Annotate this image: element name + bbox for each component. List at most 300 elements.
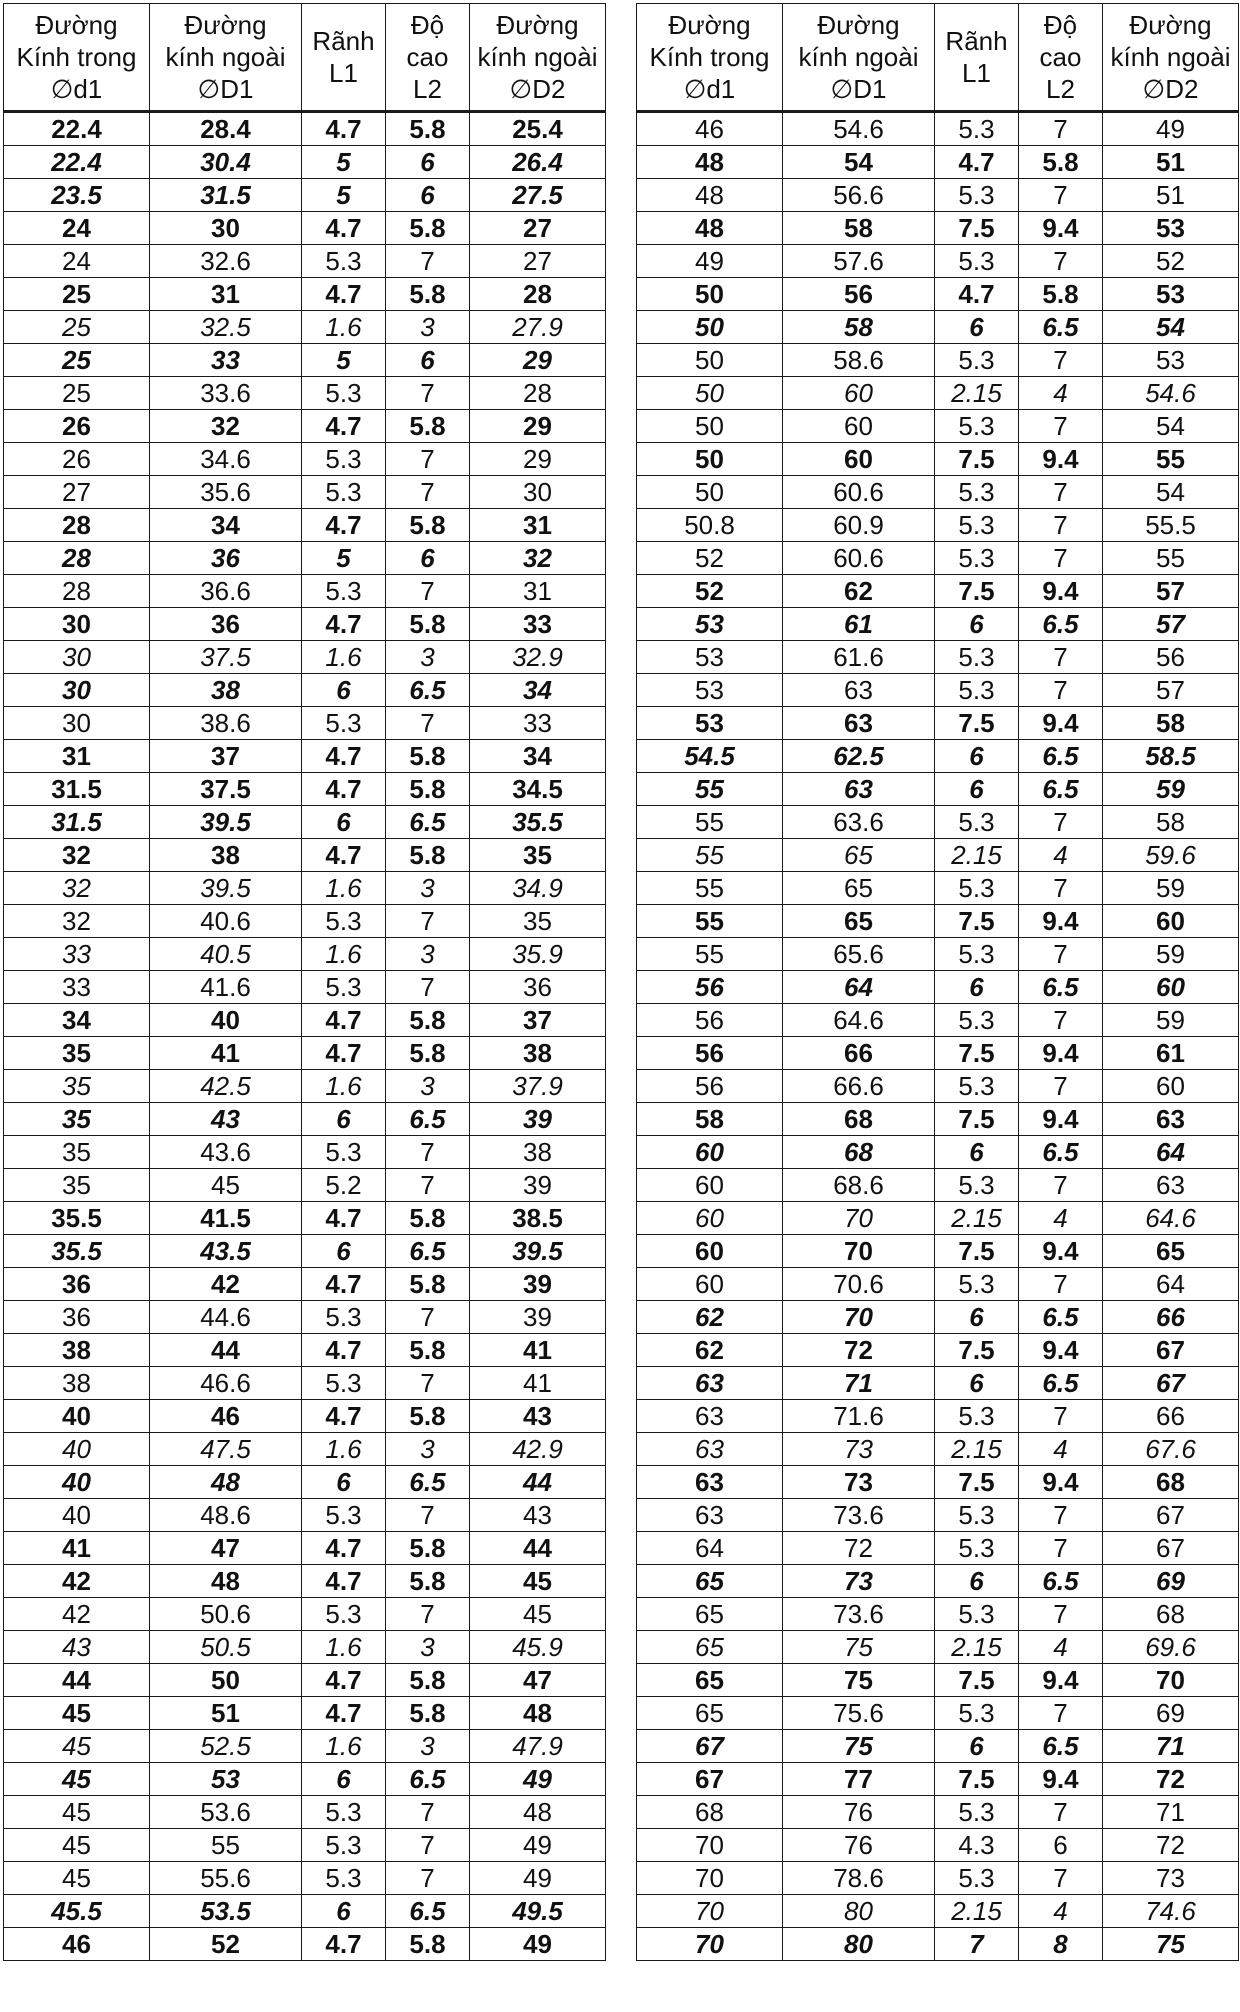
table-cell: 53 <box>1103 344 1239 377</box>
table-cell: 28 <box>4 575 150 608</box>
table-cell: 7 <box>1019 1400 1103 1433</box>
table-row <box>637 1400 1239 1433</box>
column-header-line: ∅D2 <box>509 74 566 104</box>
table-cell: 58 <box>1103 806 1239 839</box>
table-cell: 5.3 <box>302 1367 386 1400</box>
table-cell: 67 <box>1103 1532 1239 1565</box>
table-cell: 35 <box>4 1103 150 1136</box>
table-cell: 7 <box>1019 245 1103 278</box>
table-cell: 4.7 <box>935 278 1019 311</box>
table-cell: 6 <box>302 1103 386 1136</box>
table-cell: 5.3 <box>935 938 1019 971</box>
table-cell: 38.5 <box>470 1202 606 1235</box>
table-cell: 5.3 <box>302 1136 386 1169</box>
table-cell: 1.6 <box>302 641 386 674</box>
table-row <box>637 1466 1239 1499</box>
column-header-line: cao <box>406 42 449 72</box>
table-cell: 67 <box>1103 1367 1239 1400</box>
header-row <box>4 4 606 112</box>
column-header-line: kính ngoài <box>477 42 598 72</box>
table-row <box>637 575 1239 608</box>
table-cell: 42 <box>150 1268 302 1301</box>
table-cell: 7 <box>386 1367 470 1400</box>
table-cell: 2.15 <box>935 1895 1019 1928</box>
table-cell: 7 <box>935 1928 1019 1961</box>
table-cell: 38 <box>470 1037 606 1070</box>
table-cell: 5.3 <box>935 674 1019 707</box>
table-cell: 44 <box>470 1466 606 1499</box>
table-cell: 32 <box>4 872 150 905</box>
table-cell: 5.8 <box>386 509 470 542</box>
table-cell: 45.9 <box>470 1631 606 1664</box>
table-cell: 32.5 <box>150 311 302 344</box>
table-cell: 7 <box>1019 938 1103 971</box>
table-cell: 43.6 <box>150 1136 302 1169</box>
table-cell: 70 <box>1103 1664 1239 1697</box>
table-cell: 67 <box>1103 1499 1239 1532</box>
table-row <box>4 179 606 212</box>
table-cell: 32.6 <box>150 245 302 278</box>
table-cell: 4.7 <box>302 1664 386 1697</box>
table-cell: 7 <box>386 377 470 410</box>
column-header-line: ∅D1 <box>197 74 254 104</box>
table-cell: 5.3 <box>302 1499 386 1532</box>
table-row <box>4 245 606 278</box>
table-cell: 5.8 <box>386 212 470 245</box>
table-cell: 47.5 <box>150 1433 302 1466</box>
table-cell: 66 <box>1103 1400 1239 1433</box>
table-cell: 71 <box>783 1367 935 1400</box>
table-cell: 6.5 <box>386 1763 470 1796</box>
column-header-line: Đường <box>184 10 267 40</box>
table-cell: 73.6 <box>783 1499 935 1532</box>
table-cell: 35 <box>4 1037 150 1070</box>
table-cell: 26 <box>4 443 150 476</box>
table-cell: 6 <box>386 344 470 377</box>
table-cell: 60 <box>1103 905 1239 938</box>
table-cell: 45 <box>4 1829 150 1862</box>
table-row <box>637 1004 1239 1037</box>
table-cell: 67.6 <box>1103 1433 1239 1466</box>
table-cell: 4.7 <box>302 278 386 311</box>
table-cell: 52 <box>637 542 783 575</box>
table-cell: 63 <box>1103 1103 1239 1136</box>
table-cell: 24 <box>4 245 150 278</box>
table-cell: 41.5 <box>150 1202 302 1235</box>
table-cell: 7 <box>1019 806 1103 839</box>
table-cell: 50 <box>637 278 783 311</box>
table-cell: 5.3 <box>302 1598 386 1631</box>
table-cell: 2.15 <box>935 377 1019 410</box>
column-header-line: Đường <box>668 10 751 40</box>
table-cell: 25 <box>4 278 150 311</box>
table-cell: 3 <box>386 641 470 674</box>
table-cell: 48.6 <box>150 1499 302 1532</box>
table-row <box>4 476 606 509</box>
table-cell: 56 <box>637 1070 783 1103</box>
table-row <box>637 1103 1239 1136</box>
column-header-line: ∅d1 <box>50 74 103 104</box>
table-cell: 70 <box>637 1862 783 1895</box>
table-cell: 45 <box>150 1169 302 1202</box>
table-cell: 37.5 <box>150 773 302 806</box>
table-row <box>637 377 1239 410</box>
table-cell: 70 <box>637 1895 783 1928</box>
table-cell: 48 <box>470 1796 606 1829</box>
table-cell: 7 <box>1019 509 1103 542</box>
table-row <box>4 344 606 377</box>
table-cell: 7.5 <box>935 707 1019 740</box>
table-cell: 64 <box>783 971 935 1004</box>
table-cell: 55 <box>637 773 783 806</box>
table-row <box>4 1862 606 1895</box>
column-header-line: cao <box>1039 42 1082 72</box>
table-cell: 60 <box>637 1136 783 1169</box>
table-cell: 56 <box>637 1004 783 1037</box>
table-cell: 6 <box>302 1763 386 1796</box>
table-cell: 7.5 <box>935 1664 1019 1697</box>
table-cell: 3 <box>386 938 470 971</box>
table-cell: 63 <box>1103 1169 1239 1202</box>
table-cell: 40 <box>4 1466 150 1499</box>
table-cell: 5.8 <box>386 1532 470 1565</box>
table-cell: 5.3 <box>935 410 1019 443</box>
table-cell: 6 <box>302 674 386 707</box>
table-cell: 60 <box>637 1202 783 1235</box>
table-cell: 45 <box>4 1730 150 1763</box>
table-cell: 65 <box>783 905 935 938</box>
table-cell: 63 <box>783 674 935 707</box>
column-header-line: Đường <box>35 10 118 40</box>
table-cell: 8 <box>1019 1928 1103 1961</box>
table-row <box>4 674 606 707</box>
table-cell: 66 <box>783 1037 935 1070</box>
column-header <box>150 4 302 112</box>
table-cell: 48 <box>637 212 783 245</box>
table-cell: 6.5 <box>1019 608 1103 641</box>
table-cell: 7 <box>1019 1004 1103 1037</box>
table-cell: 6 <box>302 1466 386 1499</box>
table-cell: 6.5 <box>1019 1565 1103 1598</box>
table-cell: 5.3 <box>935 509 1019 542</box>
table-row <box>637 1499 1239 1532</box>
table-cell: 73 <box>783 1565 935 1598</box>
table-cell: 46.6 <box>150 1367 302 1400</box>
table-cell: 5.3 <box>302 905 386 938</box>
table-cell: 53 <box>637 608 783 641</box>
column-header <box>4 4 150 112</box>
table-cell: 7 <box>386 245 470 278</box>
table-cell: 40 <box>4 1400 150 1433</box>
table-cell: 6 <box>935 740 1019 773</box>
table-row <box>637 1070 1239 1103</box>
table-cell: 52 <box>1103 245 1239 278</box>
table-cell: 67 <box>637 1763 783 1796</box>
table-row <box>637 278 1239 311</box>
table-cell: 63 <box>637 1433 783 1466</box>
table-cell: 5.8 <box>386 1037 470 1070</box>
table-row <box>637 542 1239 575</box>
column-header <box>935 4 1019 112</box>
table-cell: 46 <box>637 112 783 146</box>
table-cell: 55 <box>637 905 783 938</box>
table-cell: 43 <box>150 1103 302 1136</box>
table-cell: 4.7 <box>302 112 386 146</box>
table-cell: 78.6 <box>783 1862 935 1895</box>
table-cell: 4 <box>1019 1433 1103 1466</box>
table-cell: 9.4 <box>1019 1037 1103 1070</box>
table-cell: 7 <box>1019 112 1103 146</box>
table-cell: 35.5 <box>4 1202 150 1235</box>
table-row <box>637 1367 1239 1400</box>
table-cell: 63 <box>783 773 935 806</box>
table-cell: 58 <box>783 212 935 245</box>
table-cell: 5.3 <box>302 1829 386 1862</box>
table-row <box>4 212 606 245</box>
column-header <box>637 4 783 112</box>
table-cell: 7.5 <box>935 575 1019 608</box>
table-cell: 3 <box>386 311 470 344</box>
table-cell: 69.6 <box>1103 1631 1239 1664</box>
table-cell: 48 <box>637 179 783 212</box>
table-cell: 2.15 <box>935 1202 1019 1235</box>
table-cell: 7 <box>1019 1268 1103 1301</box>
table-row <box>637 112 1239 146</box>
table-cell: 68.6 <box>783 1169 935 1202</box>
column-header-line: Kính trong <box>649 42 770 72</box>
table-row <box>4 641 606 674</box>
column-header-line: Rãnh <box>312 26 375 56</box>
table-cell: 5.3 <box>935 542 1019 575</box>
column-header-line: Độ <box>410 10 445 40</box>
table-cell: 34.9 <box>470 872 606 905</box>
table-cell: 5 <box>302 344 386 377</box>
table-cell: 5.3 <box>302 707 386 740</box>
table-cell: 55.5 <box>1103 509 1239 542</box>
column-header <box>470 4 606 112</box>
table-cell: 63 <box>637 1400 783 1433</box>
table-cell: 39.5 <box>150 806 302 839</box>
table-cell: 55 <box>150 1829 302 1862</box>
table-cell: 61.6 <box>783 641 935 674</box>
table-row <box>637 1829 1239 1862</box>
table-cell: 71 <box>1103 1730 1239 1763</box>
table-cell: 45 <box>470 1598 606 1631</box>
table-cell: 29 <box>470 410 606 443</box>
table-row <box>4 1169 606 1202</box>
table-cell: 53 <box>637 641 783 674</box>
table-cell: 6.5 <box>386 1895 470 1928</box>
table-cell: 1.6 <box>302 872 386 905</box>
table-cell: 58.5 <box>1103 740 1239 773</box>
table-cell: 54.6 <box>1103 377 1239 410</box>
column-header <box>783 4 935 112</box>
table-cell: 6 <box>302 1895 386 1928</box>
table-cell: 5.3 <box>302 377 386 410</box>
table-cell: 60 <box>637 1169 783 1202</box>
table-cell: 60.6 <box>783 476 935 509</box>
table-cell: 34 <box>470 674 606 707</box>
table-cell: 31 <box>470 509 606 542</box>
table-cell: 27.5 <box>470 179 606 212</box>
table-row <box>637 773 1239 806</box>
table-cell: 6 <box>935 1730 1019 1763</box>
table-cell: 27 <box>470 212 606 245</box>
table-cell: 63 <box>637 1466 783 1499</box>
table-row <box>637 707 1239 740</box>
column-header-line: kính ngoài <box>798 42 919 72</box>
table-row <box>637 839 1239 872</box>
table-row <box>637 1697 1239 1730</box>
table-row <box>4 1433 606 1466</box>
table-cell: 1.6 <box>302 1070 386 1103</box>
table-cell: 32.9 <box>470 641 606 674</box>
table-cell: 7 <box>386 443 470 476</box>
table-row <box>637 674 1239 707</box>
table-row <box>637 1598 1239 1631</box>
table-cell: 4 <box>1019 377 1103 410</box>
table-cell: 5 <box>302 542 386 575</box>
table-cell: 5.3 <box>935 1169 1019 1202</box>
dimension-table-left <box>3 3 606 1961</box>
table-cell: 6 <box>302 806 386 839</box>
table-cell: 6 <box>935 971 1019 1004</box>
table-cell: 41.6 <box>150 971 302 1004</box>
column-header <box>1103 4 1239 112</box>
table-cell: 33 <box>470 707 606 740</box>
table-cell: 68 <box>783 1136 935 1169</box>
table-cell: 58 <box>1103 707 1239 740</box>
table-cell: 9.4 <box>1019 1334 1103 1367</box>
table-row <box>4 1202 606 1235</box>
table-cell: 7 <box>386 1796 470 1829</box>
table-cell: 5.8 <box>386 1928 470 1961</box>
table-cell: 5.8 <box>386 608 470 641</box>
table-cell: 47.9 <box>470 1730 606 1763</box>
table-cell: 7.5 <box>935 1037 1019 1070</box>
table-cell: 73 <box>783 1433 935 1466</box>
table-cell: 9.4 <box>1019 707 1103 740</box>
table-cell: 75 <box>783 1664 935 1697</box>
table-cell: 57.6 <box>783 245 935 278</box>
table-cell: 7 <box>1019 1532 1103 1565</box>
column-header-line: Rãnh <box>945 26 1008 56</box>
table-cell: 4 <box>1019 1631 1103 1664</box>
table-cell: 7 <box>386 1862 470 1895</box>
table-cell: 34 <box>470 740 606 773</box>
table-cell: 76 <box>783 1796 935 1829</box>
table-cell: 73 <box>1103 1862 1239 1895</box>
table-cell: 34.5 <box>470 773 606 806</box>
table-cell: 5.3 <box>935 1400 1019 1433</box>
table-cell: 65 <box>637 1598 783 1631</box>
column-header-line: Kính trong <box>16 42 137 72</box>
table-row <box>637 1862 1239 1895</box>
table-cell: 7 <box>1019 1499 1103 1532</box>
table-cell: 5.3 <box>935 1268 1019 1301</box>
table-cell: 36 <box>4 1301 150 1334</box>
table-row <box>4 1070 606 1103</box>
table-cell: 50.8 <box>637 509 783 542</box>
table-row <box>4 1796 606 1829</box>
table-cell: 6 <box>386 146 470 179</box>
table-cell: 25 <box>4 311 150 344</box>
table-cell: 70 <box>783 1301 935 1334</box>
table-cell: 5.3 <box>302 1862 386 1895</box>
table-cell: 9.4 <box>1019 1763 1103 1796</box>
column-header-line: kính ngoài <box>165 42 286 72</box>
table-cell: 45 <box>4 1862 150 1895</box>
column-header-line: ∅d1 <box>683 74 736 104</box>
table-row <box>4 146 606 179</box>
table-cell: 64 <box>637 1532 783 1565</box>
table-cell: 60.9 <box>783 509 935 542</box>
table-cell: 68 <box>1103 1598 1239 1631</box>
table-cell: 31 <box>4 740 150 773</box>
table-cell: 54 <box>1103 410 1239 443</box>
table-cell: 4.7 <box>302 773 386 806</box>
table-cell: 5.3 <box>935 806 1019 839</box>
table-cell: 50 <box>150 1664 302 1697</box>
column-header-line: L2 <box>1046 74 1075 104</box>
table-row <box>4 839 606 872</box>
table-cell: 49 <box>470 1928 606 1961</box>
table-cell: 29 <box>470 443 606 476</box>
table-cell: 38 <box>150 839 302 872</box>
table-cell: 38 <box>470 1136 606 1169</box>
table-cell: 52 <box>637 575 783 608</box>
table-cell: 1.6 <box>302 938 386 971</box>
table-cell: 64.6 <box>783 1004 935 1037</box>
table-cell: 42 <box>4 1565 150 1598</box>
table-cell: 62 <box>783 575 935 608</box>
table-cell: 9.4 <box>1019 443 1103 476</box>
table-cell: 7 <box>1019 872 1103 905</box>
table-cell: 5.3 <box>302 1796 386 1829</box>
table-cell: 6 <box>386 542 470 575</box>
table-cell: 7 <box>386 1301 470 1334</box>
table-cell: 35.5 <box>4 1235 150 1268</box>
table-row <box>637 476 1239 509</box>
table-cell: 62 <box>637 1334 783 1367</box>
table-row <box>637 1895 1239 1928</box>
table-cell: 69 <box>1103 1565 1239 1598</box>
table-cell: 54.6 <box>783 112 935 146</box>
table-cell: 4.7 <box>302 212 386 245</box>
table-cell: 45 <box>4 1763 150 1796</box>
table-cell: 32 <box>470 542 606 575</box>
table-cell: 47 <box>150 1532 302 1565</box>
table-cell: 7.5 <box>935 443 1019 476</box>
table-cell: 67 <box>637 1730 783 1763</box>
table-cell: 58 <box>783 311 935 344</box>
table-cell: 9.4 <box>1019 905 1103 938</box>
table-cell: 40 <box>150 1004 302 1037</box>
table-row <box>4 1037 606 1070</box>
table-cell: 80 <box>783 1895 935 1928</box>
table-cell: 5.3 <box>302 443 386 476</box>
table-cell: 30 <box>4 674 150 707</box>
table-cell: 56 <box>783 278 935 311</box>
dimension-table-right <box>636 3 1239 1961</box>
table-cell: 43.5 <box>150 1235 302 1268</box>
table-cell: 51 <box>1103 179 1239 212</box>
table-cell: 5.3 <box>302 575 386 608</box>
table-row <box>4 278 606 311</box>
table-row <box>637 410 1239 443</box>
table-cell: 60 <box>637 1268 783 1301</box>
table-cell: 67 <box>1103 1334 1239 1367</box>
